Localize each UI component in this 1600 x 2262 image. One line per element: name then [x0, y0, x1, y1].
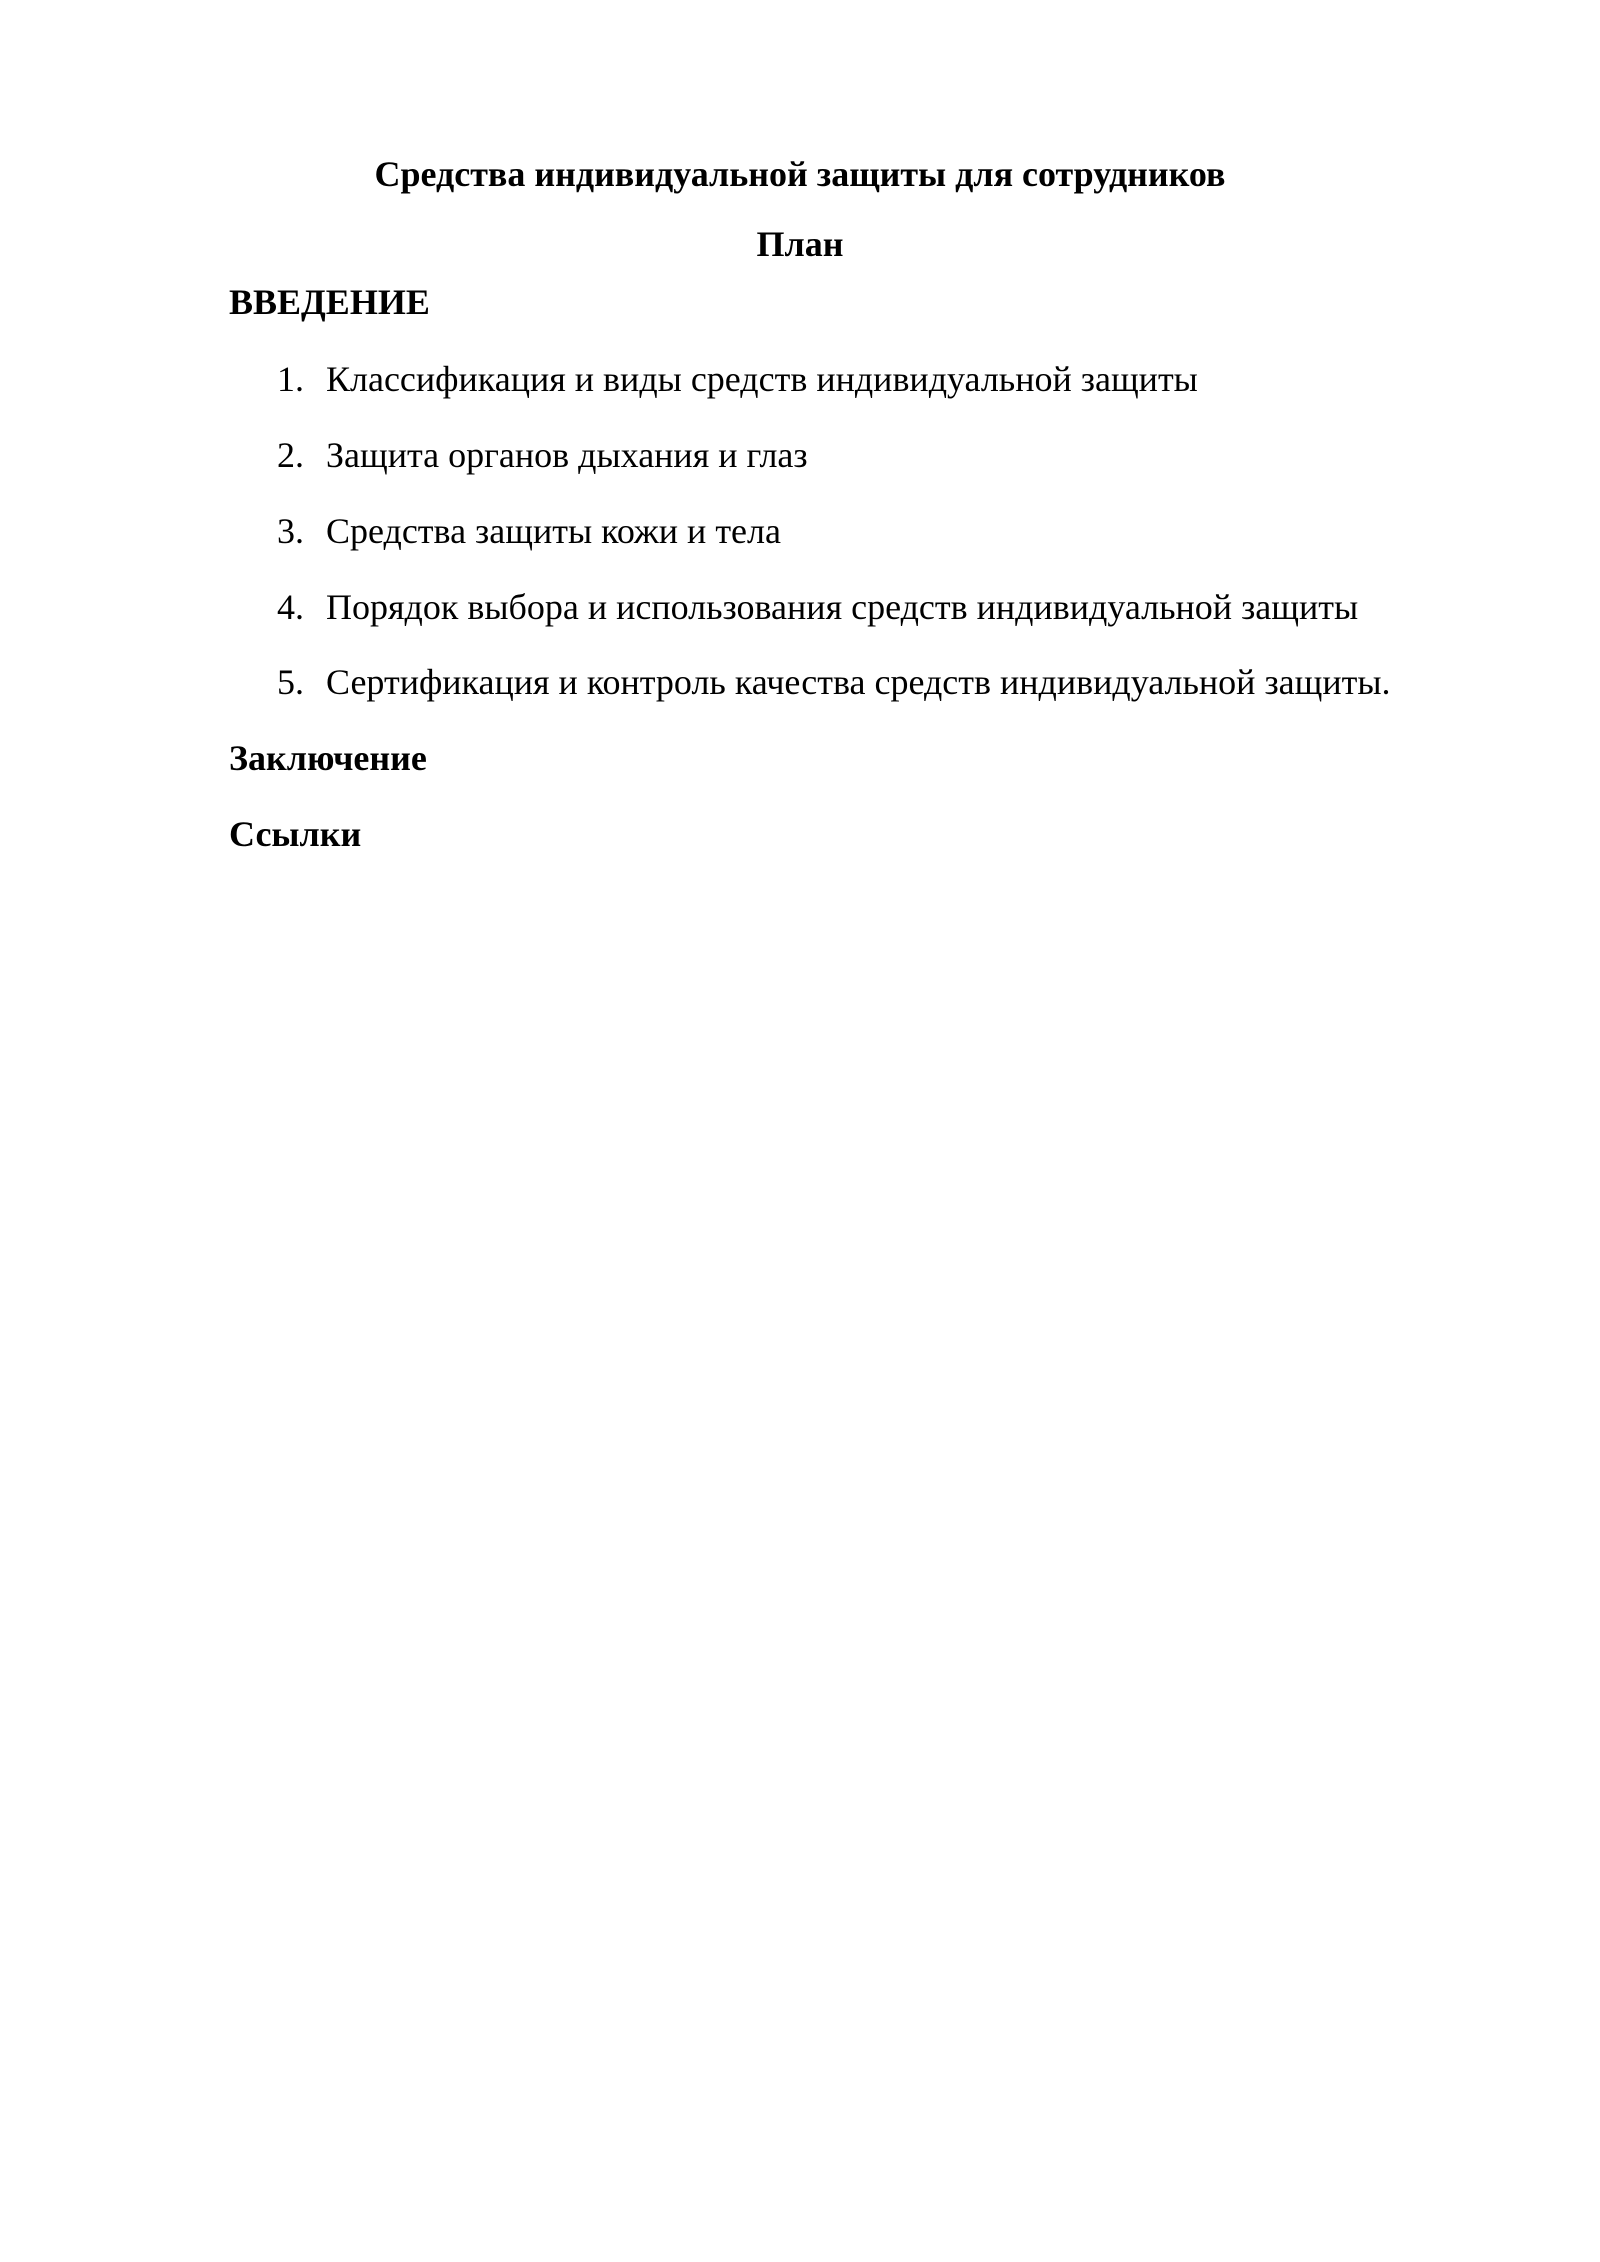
- plan-item-number: 4.: [277, 587, 304, 627]
- plan-item-number: 5.: [277, 662, 304, 702]
- intro-heading: ВВЕДЕНИЕ: [229, 282, 430, 322]
- plan-item-text: Защита органов дыхания и глаз: [326, 435, 808, 475]
- plan-item: [0, 357, 1600, 401]
- plan-item-text: Классификация и виды средств индивидуальной защиты: [326, 359, 1198, 399]
- plan-item-text: Порядок выбора и использования средств индивидуальной защиты: [326, 587, 1359, 627]
- conclusion-heading: Заключение: [229, 738, 427, 778]
- plan-item-number: 2.: [277, 435, 304, 475]
- document-title: Средства индивидуальной защиты для сотрудников: [374, 154, 1226, 194]
- plan-item-number: 1.: [277, 359, 304, 399]
- plan-item-text: Средства защиты кожи и тела: [326, 511, 781, 551]
- plan-item: [0, 660, 1600, 704]
- plan-item: [0, 585, 1600, 629]
- plan-item: [0, 509, 1600, 553]
- plan-item-number: 3.: [277, 511, 304, 551]
- references-heading: Ссылки: [229, 814, 362, 854]
- plan-item: [0, 433, 1600, 477]
- plan-item-text: Сертификация и контроль качества средств индивидуальной защиты.: [326, 662, 1391, 702]
- plan-heading: План: [756, 224, 844, 264]
